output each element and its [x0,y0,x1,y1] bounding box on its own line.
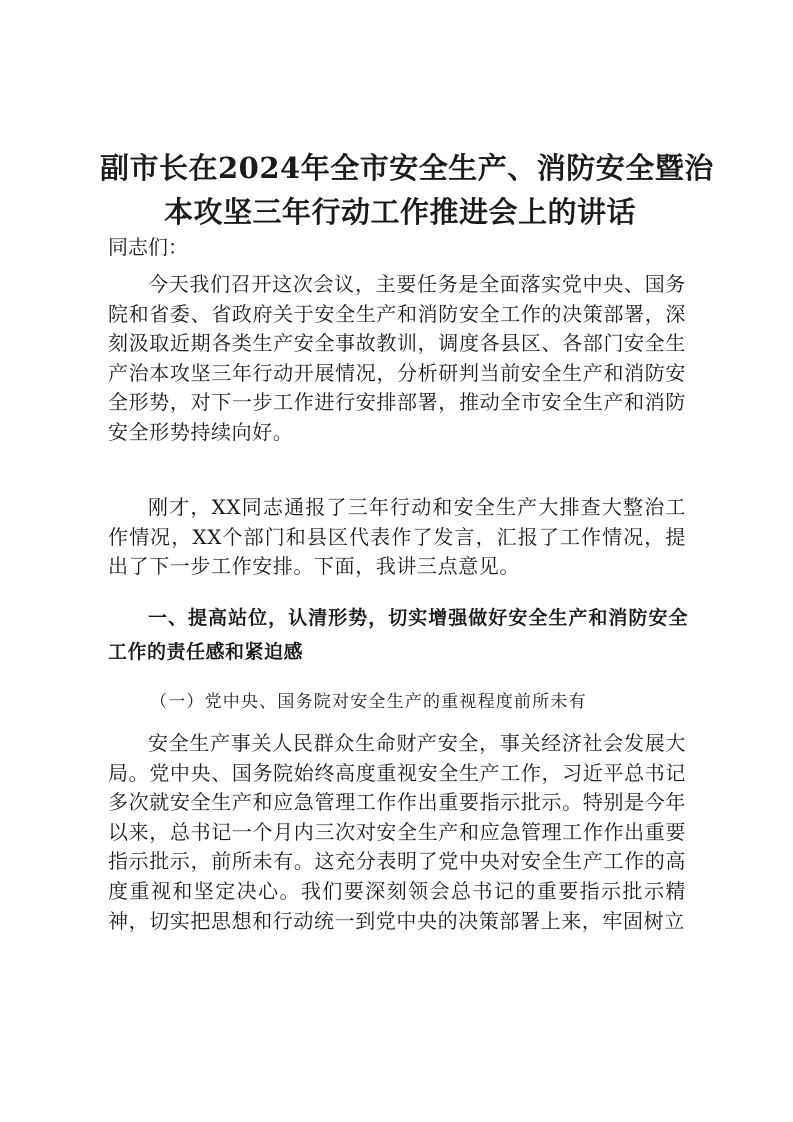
section-heading-1: 一、提高站位，认清形势，切实增强做好安全生产和消防安全工作的责任感和紧迫感 [108,607,688,663]
paragraph-summary: 刚才，XX同志通报了三年行动和安全生产大排查大整治工作情况，XX个部门和县区代表作了发言，汇报了工作情况，提出了下一步工作安排。下面，我讲三点意见。 [108,495,686,579]
document-title-line-1: 副市长在2024年全市安全生产、消防安全暨治 [100,151,714,185]
salutation: 同志们： [108,235,188,259]
document-title-line-2: 本攻坚三年行动工作推进会上的讲话 [163,195,636,229]
paragraph-opening: 今天我们召开这次会议，主要任务是全面落实党中央、国务院和省委、省政府关于安全生产和消防安全工作的决策部署，深刻汲取近期各类生产安全事故教训，调度各县区、各部门安全生产治本攻坚三年行动开展情况，分析研判当前安全生产和消防安全形势，对下一步工作进行安排部署，推动全市安全生产和消防安全形势持续向好。 [108,272,686,444]
paragraph-body: 安全生产事关人民群众生命财产安全，事关经济社会发展大局。党中央、国务院始终高度重视安全生产工作，习近平总书记多次就安全生产和应急管理工作作出重要指示批示。特别是今年以来，总书记一个月内三次对安全生产和应急管理工作作出重要指示批示，前所未有。这充分表明了党中央对安全生产工作的高度重视和坚定决心。我们要深刻领会总书记的重要指示批示精神，切实把思想和行动统一到党中央的决策部署上来，牢固树立 [108,731,686,933]
subsection-heading-1: （一）党中央、国务院对安全生产的重视程度前所未有 [150,692,587,712]
